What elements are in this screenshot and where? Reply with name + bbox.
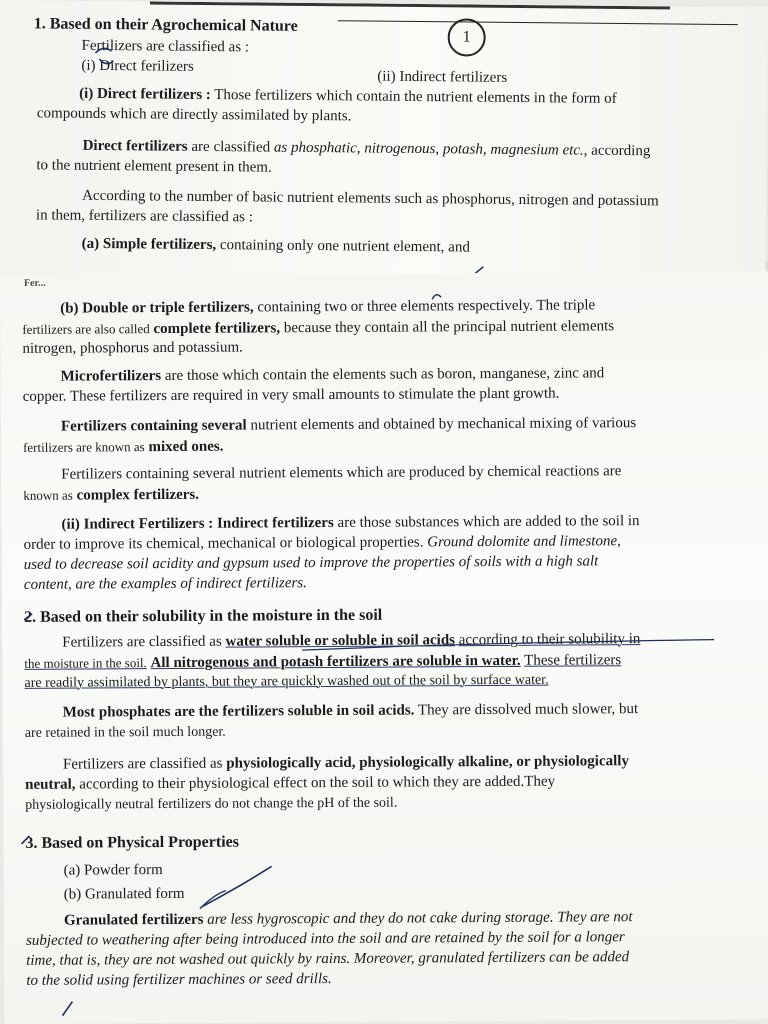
solubility-pre: Fertilizers are classified as xyxy=(62,633,222,651)
simple-fertilizers xyxy=(82,235,470,258)
direct-classified-italic: as phosphatic, nitrogenous, potash, magnesium etc., xyxy=(273,139,588,159)
physiological-line2 xyxy=(25,771,743,794)
physiological-line3: physiologically neutral fertilizers do not change the pH of the soil. xyxy=(25,795,398,813)
indirect-line4 xyxy=(24,574,307,595)
double-triple-bold: (b) Double or triple fertilizers, xyxy=(60,299,254,317)
powder-form: (a) Powder form xyxy=(63,862,163,879)
direct-classified-bold: Direct fertilizers xyxy=(82,137,188,155)
pen-stroke xyxy=(202,866,272,906)
option-direct: (i) Direct ferilizers xyxy=(81,57,194,75)
direct-classified-mid: are classified xyxy=(191,138,271,156)
double-triple-rest: because they contain all the principal nutrient elements xyxy=(283,318,615,337)
indirect-line2-a: order to improve its chemical, mechanical or biological properties. xyxy=(23,534,424,553)
direct-def-bold: (i) Direct fertilizers : xyxy=(79,85,211,104)
physiological-bold: physiologically acid, physiologically alkaline, or physiologically xyxy=(226,753,629,772)
indirect-line2-b: Ground dolomite and limestone, xyxy=(427,533,621,551)
mixed-line2 xyxy=(23,437,224,458)
micro-line2: copper. These fertilizers are required in very small amounts to stimulate the plant growth. xyxy=(22,385,560,405)
section-heading-2: 2. Based on their solubility in the moisture in the soil xyxy=(24,606,383,626)
phosphates-line2: are retained in the soil much longer. xyxy=(24,724,226,741)
double-triple-line2 xyxy=(22,316,732,340)
simple-fertilizers-text: containing only one nutrient element, and xyxy=(219,237,470,256)
mixed-text: nutrient elements and obtained by mechanical mixing of various xyxy=(250,415,637,434)
complex-line1: Fertilizers containing several nutrient elements which are produced by chemical reactions are xyxy=(61,463,622,483)
double-triple-pre: fertilizers are also called xyxy=(22,321,150,337)
indirect-text: are those substances which are added to the soil in xyxy=(337,513,640,531)
indirect-line3-text: used to decrease soil acidity and gypsum used to improve the properties of soils with a high salt xyxy=(23,553,599,573)
page-fragment: Fer... xyxy=(24,277,46,289)
basic-elements-line2: in them, fertilizers are classified as : xyxy=(35,207,254,226)
neutral-bold: neutral, xyxy=(25,776,76,793)
granulated-line4-text: to the solid using fertilizer machines or seed drills. xyxy=(26,970,332,989)
granulated-line3 xyxy=(26,947,744,970)
indirect-term-bold: Indirect fertilizers xyxy=(216,514,334,532)
lower-page xyxy=(0,271,768,1024)
section-heading-1: 1. Based on their Agrochemical Nature xyxy=(33,15,298,35)
granulated-text: are less hygroscopic and they do not cake during storage. They are not xyxy=(207,909,633,928)
basic-elements-line1: According to the number of basic nutrient elements such as phosphorus, nitrogen and potassium xyxy=(82,187,659,210)
tick-mark xyxy=(62,1002,72,1016)
circled-number: 1 xyxy=(447,18,485,56)
granulated-bold: Granulated fertilizers xyxy=(63,911,204,929)
complex-line2 xyxy=(23,485,199,506)
solubility-rest: according to their solubility in xyxy=(458,631,641,649)
simple-fertilizers-bold: (a) Simple fertilizers, xyxy=(81,235,217,254)
double-triple-text: containing two or three elements respectively. The triple xyxy=(257,297,596,316)
double-triple-line3: nitrogen, phosphorus and potassium. xyxy=(22,339,243,357)
mixed-pre: fertilizers are known as xyxy=(23,439,145,455)
indirect-line4-text: content, are the examples of indirect fertilizers. xyxy=(23,575,307,593)
complete-fertilizers-bold: complete fertilizers, xyxy=(153,320,281,338)
section-heading-3: 3. Based on Physical Properties xyxy=(25,833,239,852)
granulated-form: (b) Granulated form xyxy=(63,885,185,903)
mixed-ones-bold: mixed ones. xyxy=(148,438,224,456)
solubility-line2-pre: the moisture in the soil. xyxy=(24,655,147,671)
solubility-bold: water soluble or soluble in soil acids xyxy=(225,632,456,650)
pen-stroke xyxy=(200,891,226,909)
physiological-pre: Fertilizers are classified as xyxy=(62,755,223,773)
intro-line: Fertilizers are classified as : xyxy=(81,37,250,56)
direct-classified-end: according xyxy=(591,142,651,160)
micro-bold: Microfertilizers xyxy=(60,368,162,385)
granulated-line3-text: time, that is, they are not washed out quickly by rains. Moreover, granulated fertilizers can be added xyxy=(26,949,630,969)
direct-def-text: Those fertilizers which contain the nutrient elements in the form of xyxy=(214,87,617,107)
solubility-line3: are readily assimilated by plants, but they are quickly washed out of the soil by surface water. xyxy=(24,672,549,691)
mixed-bold: Fertilizers containing several xyxy=(60,417,247,435)
complex-pre: known as xyxy=(23,487,73,503)
direct-def-line2: compounds which are directly assimilated by plants. xyxy=(36,105,352,125)
indirect-heading-bold: (ii) Indirect Fertilizers : xyxy=(61,515,214,533)
granulated-line2-text: subjected to weathering after being introduced into the soil and are retained by the soil for a longer xyxy=(26,929,625,949)
direct-classified-line2: to the nutrient element present in them. xyxy=(36,157,272,176)
granulated-line4 xyxy=(26,970,332,991)
soluble-in-water-bold: All nitrogenous and potash fertilizers are soluble in water. xyxy=(150,652,521,672)
solubility-line2 xyxy=(24,649,742,673)
micro-text: are those which contain the elements such as boron, manganese, zinc and xyxy=(164,365,605,384)
phosphates-text: They are dissolved much slower, but xyxy=(417,701,639,719)
physiological-text: according to their physiological effect on the soil to which they are added.They xyxy=(79,773,556,793)
phosphates-line1 xyxy=(63,699,743,722)
upper-page xyxy=(0,0,768,287)
phosphates-bold: Most phosphates are the fertilizers soluble in soil acids. xyxy=(62,702,415,721)
micro-line1 xyxy=(61,364,733,387)
solubility-line2-rest: These fertilizers xyxy=(524,652,622,669)
heading-rule xyxy=(338,20,738,25)
indirect-line3 xyxy=(24,552,734,575)
option-indirect: (ii) Indirect fertilizers xyxy=(377,68,508,86)
top-rule xyxy=(150,1,670,9)
mixed-line1 xyxy=(61,414,733,437)
complex-bold: complex fertilizers. xyxy=(76,486,200,504)
